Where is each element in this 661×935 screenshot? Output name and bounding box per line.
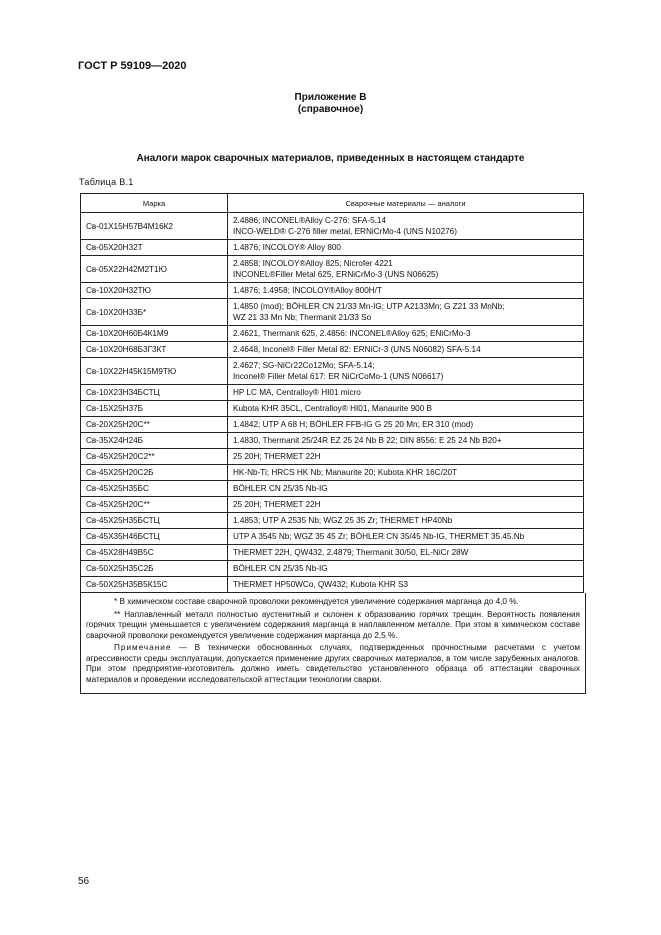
appendix-title: Приложение В <box>294 92 367 103</box>
grade-cell: Св-05Х20Н32Т <box>81 240 228 256</box>
grade-cell: Св-45Х35Н46БСТЦ <box>81 529 228 545</box>
materials-line: THERMET HP50WCo, QW432; Kubota KHR S3 <box>233 580 409 589</box>
materials-line: 1.4853; UTP A 2535 Nb; WGZ 25 35 Zr; THERMET HP40Nb <box>233 516 453 525</box>
materials-line: UTP A 3545 Nb; WGZ 35 45 Zr; BÖHLER CN 35/45 Nb-IG, THERMET 35.45.Nb <box>233 532 525 541</box>
materials-line: 2.4858; INCOLOY®Alloy 825; Nicrofer 4221 <box>233 259 393 268</box>
materials-line: Kubota KHR 35CL, Centralloy® HI01, Manaurite 900 B <box>233 404 432 413</box>
table-header-row <box>81 194 584 213</box>
table-body <box>81 213 584 593</box>
materials-cell <box>228 299 584 326</box>
analogs-table <box>80 193 584 593</box>
grade-cell: Св-45Х25Н20С2Б <box>81 465 228 481</box>
materials-line: 1.4830, Thermanit 25/24R EZ 25 24 Nb B 22; DIN 8556: E 25 24 Nb B20+ <box>233 436 502 445</box>
standard-header: ГОСТ Р 59109—2020 <box>78 60 187 72</box>
materials-line: 2.4886; INCONEL®Alloy C-276: SFA-5.14 <box>233 216 387 225</box>
materials-cell <box>228 256 584 283</box>
remark <box>86 643 580 685</box>
table-row <box>81 417 584 433</box>
appendix-subtitle: (справочное) <box>297 104 364 115</box>
grade-cell: Св-10Х20Н32ТЮ <box>81 283 228 299</box>
remark-label: Примечание <box>114 643 172 652</box>
table-row <box>81 385 584 401</box>
materials-line: HK-Nb-Ti; HRCS HK Nb; Manaurite 20; Kubota KHR 16C/20T <box>233 468 458 477</box>
materials-line: 1.4876; 1.4958; INCOLOY®Alloy 800H/T <box>233 286 382 295</box>
table-row <box>81 299 584 326</box>
grade-cell: Св-10Х22Н45К15М9ТЮ <box>81 358 228 385</box>
materials-line: 25 20H; THERMET 22H <box>233 452 321 461</box>
materials-line: 2.4627; SG-NiCr22Co12Mo; SFA-5.14; <box>233 361 375 370</box>
table-row <box>81 240 584 256</box>
materials-line: THERMET 22H, QW432, 2.4879; Thermanit 30/50, EL-NiCr 28W <box>233 548 469 557</box>
grade-cell: Св-50Х25Н35В5К15С <box>81 577 228 593</box>
table-row <box>81 561 584 577</box>
materials-cell <box>228 283 584 299</box>
column-header-materials: Сварочные материалы — аналоги <box>228 194 584 213</box>
grade-cell: Св-45Х25Н20С2** <box>81 449 228 465</box>
materials-cell <box>228 342 584 358</box>
grade-cell: Св-10Х23Н34БСТЦ <box>81 385 228 401</box>
materials-cell <box>228 497 584 513</box>
table-caption: Таблица В.1 <box>79 177 134 187</box>
materials-line: 1.4876; INCOLOY® Alloy 800 <box>233 243 341 252</box>
grade-cell: Св-50Х25Н35С2Б <box>81 561 228 577</box>
materials-cell <box>228 401 584 417</box>
table-row <box>81 545 584 561</box>
materials-cell <box>228 465 584 481</box>
materials-line: 25 20H; THERMET 22H <box>233 500 321 509</box>
column-header-grade: Марка <box>81 194 228 213</box>
table-row <box>81 433 584 449</box>
materials-line: Inconel® Filler Metal 617: ER NiCrCoMo-1 (UNS N06617) <box>233 372 444 381</box>
materials-cell <box>228 385 584 401</box>
materials-line: INCO-WELD® C-276 filler metal, ERNiCrMo-4 (UNS N10276) <box>233 227 457 236</box>
remark-text: — В технически обоснованных случаях, подтвержденных прочностными расчетами с учетом агрессивности среды эксплуатации, допускается применение других сварочных материалов, в том числе зарубежных аналогов. При этом предприятие-изготовитель должно иметь свидетельство установленного образца об аттестации сварочных материалов и проведении исследовательской аттестации технологии сварки. <box>86 643 580 684</box>
grade-cell: Св-45Х25Н20С** <box>81 497 228 513</box>
materials-line: 1.4850 (mod); BÖHLER CN 21/33 Mn-IG; UTP A2133Mn; G Z21 33 MnNb; <box>233 302 505 311</box>
appendix-heading <box>0 92 661 116</box>
materials-cell <box>228 417 584 433</box>
grade-cell: Св-10Х20Н60Б4К1М9 <box>81 326 228 342</box>
grade-cell: Св-01Х15Н57В4М16К2 <box>81 213 228 240</box>
table-notes <box>80 593 586 694</box>
materials-cell <box>228 240 584 256</box>
materials-cell <box>228 481 584 497</box>
table-row <box>81 326 584 342</box>
materials-cell <box>228 449 584 465</box>
table-row <box>81 213 584 240</box>
page-number: 56 <box>78 876 90 887</box>
materials-cell <box>228 513 584 529</box>
grade-cell: Св-15Х25Н37Б <box>81 401 228 417</box>
grade-cell: Св-35Х24Н24Б <box>81 433 228 449</box>
table-row <box>81 529 584 545</box>
grade-cell: Св-10Х20Н33Б* <box>81 299 228 326</box>
footnote-2: ** Наплавленный металл полностью аустенитный и склонен к образованию горячих трещин. Вероятность появления горячих трещин уменьшается с увеличением содержания марганца в наплавленном металле. При этом в химическом составе сварочной проволоки рекомендуется увеличение содержания марганца до 2,5 %. <box>86 609 580 640</box>
materials-cell <box>228 561 584 577</box>
materials-cell <box>228 545 584 561</box>
materials-line: BÖHLER CN 25/35 Nb-IG <box>233 564 328 573</box>
table-row <box>81 481 584 497</box>
table-row <box>81 358 584 385</box>
materials-cell <box>228 433 584 449</box>
materials-line: HP LC MA, Centralloy® HI01 micro <box>233 388 361 397</box>
materials-cell <box>228 326 584 342</box>
section-title: Аналоги марок сварочных материалов, приведенных в настоящем стандарте <box>136 153 525 164</box>
table-row <box>81 465 584 481</box>
materials-cell <box>228 358 584 385</box>
materials-line: BÖHLER CN 25/35 Nb-IG <box>233 484 328 493</box>
materials-line: WZ 21 33 Mn Nb; Thermanit 21/33 So <box>233 313 372 322</box>
grade-cell: Св-45Х25Н35БСТЦ <box>81 513 228 529</box>
materials-cell <box>228 529 584 545</box>
table-row <box>81 283 584 299</box>
footnote-1: * В химическом составе сварочной проволоки рекомендуется увеличение содержания марганца до 4,0 %. <box>114 597 519 606</box>
table-row <box>81 497 584 513</box>
materials-line: 1.4842; UTP A 68 H; BÖHLER FFB-IG G 25 20 Mn; ER 310 (mod) <box>233 420 474 429</box>
materials-line: 2.4648, Inconel® Filler Metal 82: ERNiCr-3 (UNS N06082) SFA-5.14 <box>233 345 481 354</box>
materials-line: INCONEL®Filler Metal 625, ERNiCrMo-3 (UNS N06625) <box>233 270 439 279</box>
table-row <box>81 577 584 593</box>
grade-cell: Св-10Х20Н68Б3Г3КТ <box>81 342 228 358</box>
grade-cell: Св-05Х22Н42М2Т1Ю <box>81 256 228 283</box>
table-row <box>81 449 584 465</box>
table-row <box>81 513 584 529</box>
materials-line: 2.4621, Thermanit 625, 2.4856: INCONEL®Alloy 625; ENiCrMo-3 <box>233 329 471 338</box>
grade-cell: Св-45Х28Н49В5С <box>81 545 228 561</box>
grade-cell: Св-20Х25Н20С** <box>81 417 228 433</box>
table-row <box>81 256 584 283</box>
table-row <box>81 401 584 417</box>
table-row <box>81 342 584 358</box>
materials-cell <box>228 577 584 593</box>
materials-cell <box>228 213 584 240</box>
grade-cell: Св-45Х25Н35БС <box>81 481 228 497</box>
